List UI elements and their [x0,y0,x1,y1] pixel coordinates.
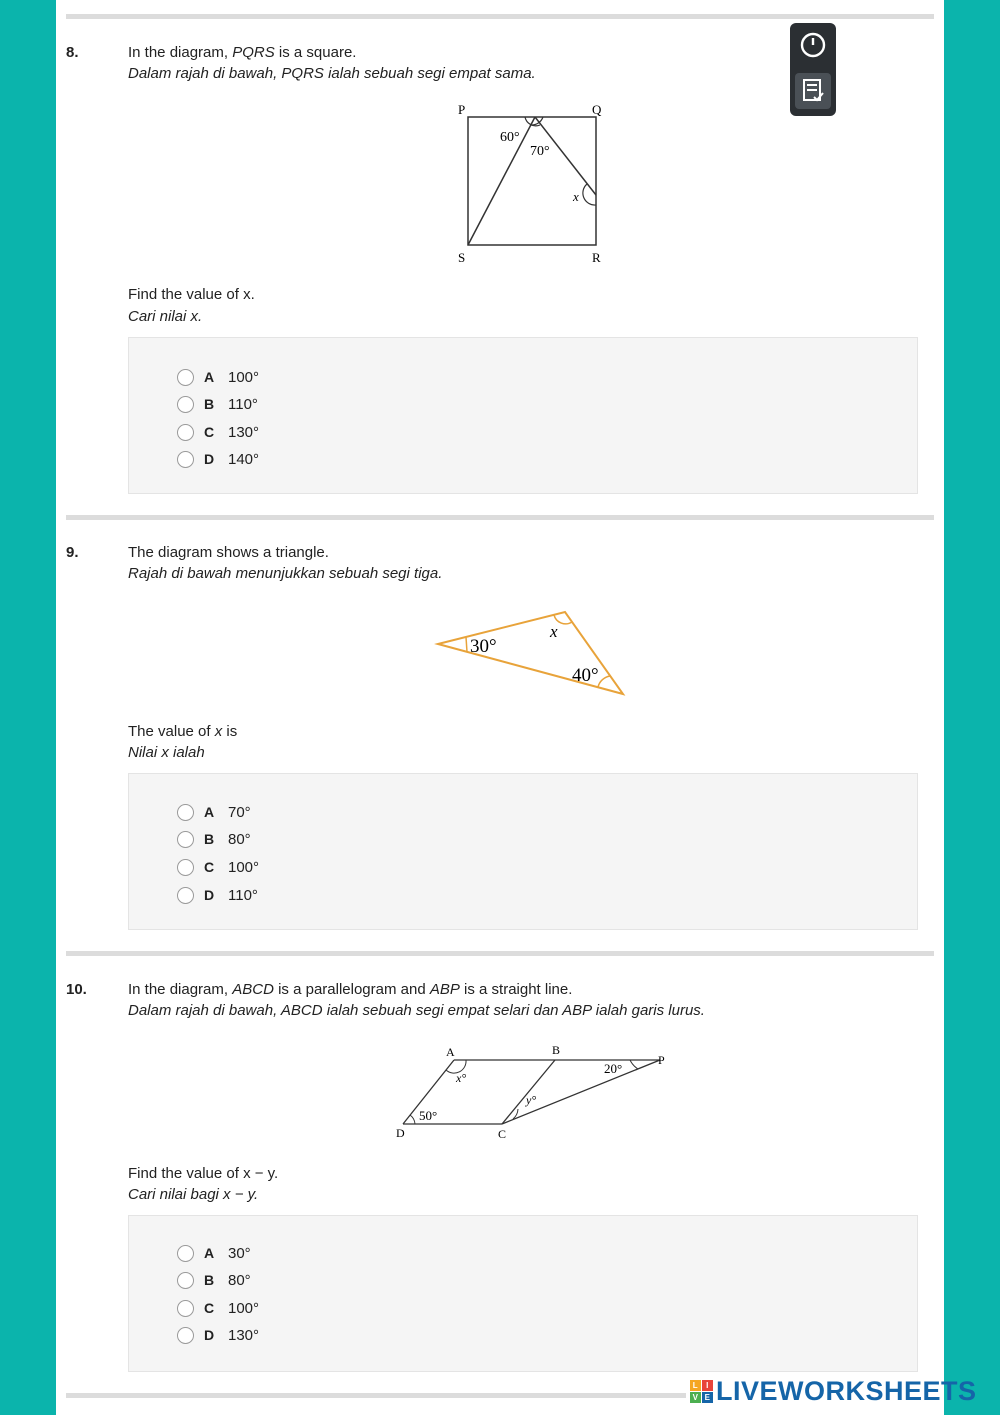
answer-option[interactable]: A 100° [177,367,259,387]
radio-button[interactable] [177,451,194,468]
vertex-label: R [592,250,601,265]
question-prompt-en: Find the value of x − y. [128,1165,279,1182]
finish-button[interactable] [795,73,831,109]
question-text-en: The diagram shows a triangle. [128,544,329,561]
question-number: 9. [66,544,79,561]
vertex-label: Q [592,102,602,117]
logo-text: LIVEWORKSHEETS [716,1376,977,1406]
question-prompt-ms: Cari nilai x. [128,308,203,325]
question-number: 10. [66,981,87,998]
divider [66,515,934,520]
vertex-label: B [552,1043,561,1057]
vertex-label: P [458,102,466,117]
answer-option[interactable]: B 110° [177,394,258,414]
square-diagram [440,95,620,267]
left-teal-border [0,0,56,1415]
checklist-icon [795,73,831,109]
angle-label: 30° [470,636,497,657]
answer-option[interactable]: C 100° [177,1298,259,1318]
answer-option[interactable]: A 70° [177,802,251,822]
answer-option[interactable]: D 130° [177,1325,259,1345]
divider [66,14,934,19]
question-text-ms: Dalam rajah di bawah, ABCD ialah sebuah segi empat selari dan ABP ialah garis lurus. [128,1002,705,1019]
answer-box [128,1215,918,1372]
answer-option[interactable]: D 140° [177,449,259,469]
answer-option[interactable]: C 130° [177,422,259,442]
angle-label: 70° [530,144,550,159]
answer-option[interactable]: C 100° [177,857,259,877]
vertex-label: C [498,1127,507,1141]
answer-box [128,773,918,930]
answer-option[interactable]: A 30° [177,1243,251,1263]
vertex-label: A [446,1045,455,1059]
radio-button[interactable] [177,369,194,386]
timer-icon [795,27,831,63]
angle-label: 40° [572,665,599,686]
angle-label: x [573,189,579,204]
radio-button[interactable] [177,1327,194,1344]
radio-button[interactable] [177,859,194,876]
question-number: 8. [66,44,79,61]
radio-button[interactable] [177,1245,194,1262]
right-teal-border [944,0,1000,1415]
question-prompt-ms: Cari nilai bagi x − y. [128,1186,259,1203]
angle-label: 50° [419,1108,438,1123]
radio-button[interactable] [177,1272,194,1289]
radio-button[interactable] [177,804,194,821]
vertex-label: D [396,1126,405,1140]
timer-button[interactable] [795,27,831,63]
question-prompt-ms: Nilai x ialah [128,744,205,761]
angle-label: x° [456,1071,467,1085]
floating-toolbar [790,23,836,116]
radio-button[interactable] [177,1300,194,1317]
vertex-label: S [458,250,466,265]
question-prompt-en: Find the value of x. [128,286,255,303]
divider [66,1393,686,1398]
answer-option[interactable]: B 80° [177,829,251,849]
question-text-en: In the diagram, ABCD is a parallelogram and ABP is a straight line. [128,981,573,998]
answer-option[interactable]: B 80° [177,1270,251,1290]
answer-box [128,337,918,494]
liveworksheets-logo [690,1376,977,1407]
parallelogram-diagram [390,1040,680,1145]
vertex-label: P [658,1053,665,1067]
triangle-diagram [430,603,630,703]
angle-label: x [550,622,558,641]
divider [66,951,934,956]
angle-label: 60° [500,130,520,145]
angle-label: y° [526,1093,537,1107]
radio-button[interactable] [177,831,194,848]
question-text-ms: Dalam rajah di bawah, PQRS ialah sebuah segi empat sama. [128,65,536,82]
question-text-en: In the diagram, PQRS is a square. [128,44,357,61]
question-prompt-en: The value of x is [128,723,238,740]
question-text-ms: Rajah di bawah menunjukkan sebuah segi tiga. [128,565,443,582]
radio-button[interactable] [177,424,194,441]
angle-label: 20° [604,1061,623,1076]
radio-button[interactable] [177,396,194,413]
answer-option[interactable]: D 110° [177,885,258,905]
logo-grid-icon: L I V E [690,1380,713,1403]
radio-button[interactable] [177,887,194,904]
